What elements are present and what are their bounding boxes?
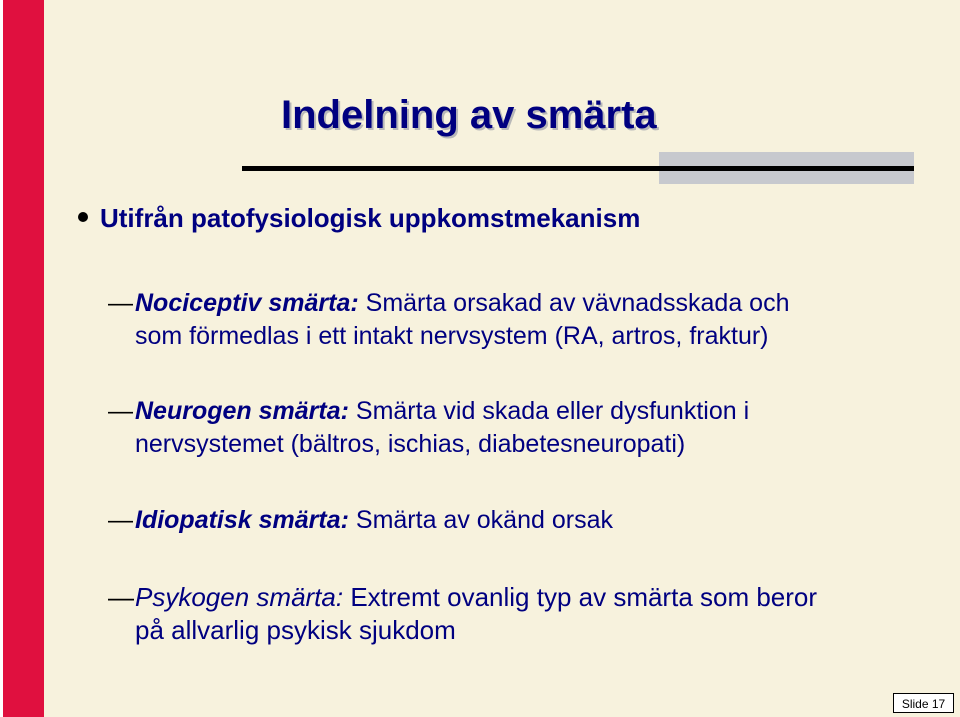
slide-title: Indelning av smärta — [281, 93, 657, 137]
subitem-text: Smärta vid skada eller dysfunktion i — [348, 397, 750, 425]
subitem-term: Nociceptiv smärta: — [135, 289, 359, 317]
subitem-term: Neurogen smärta: — [135, 397, 349, 425]
subitem-line-1 — [108, 287, 790, 320]
title-rule — [242, 166, 914, 171]
main-bullet — [78, 203, 640, 234]
subitem-line-2: på allvarlig psykisk sjukdom — [135, 615, 456, 645]
subitem-text: Extremt ovanlig typ av smärta som beror — [343, 582, 818, 612]
subitem-term: Idiopatisk smärta: — [135, 506, 349, 534]
subitem-nociceptiv — [108, 287, 790, 353]
left-edge-line — [0, 0, 3, 717]
subitem-line-1 — [108, 504, 613, 537]
dash-icon: — — [108, 582, 134, 612]
dash-icon: — — [108, 397, 133, 425]
subitem-neurogen — [108, 395, 749, 461]
dash-icon: — — [108, 506, 133, 534]
subitem-text: Smärta orsakad av vävnadsskada och — [358, 289, 790, 317]
subitem-term: Psykogen smärta: — [135, 582, 344, 612]
subitem-psykogen — [108, 581, 817, 647]
subitem-text: Smärta av okänd orsak — [348, 506, 613, 534]
subitem-line-2: som förmedlas i ett intakt nervsystem (RA, artros, fraktur) — [135, 322, 769, 350]
subitem-line-1 — [108, 581, 817, 614]
slide-number: Slide 17 — [893, 693, 954, 713]
subitem-line-1 — [108, 395, 749, 428]
subitem-idiopatisk — [108, 504, 613, 537]
dash-icon: — — [108, 289, 133, 317]
subitem-line-2: nervsystemet (bältros, ischias, diabetesneuropati) — [135, 430, 686, 458]
main-bullet-text: Utifrån patofysiologisk uppkomstmekanism — [100, 203, 641, 233]
left-accent-bar — [0, 0, 44, 717]
bullet-dot-icon — [78, 212, 88, 222]
